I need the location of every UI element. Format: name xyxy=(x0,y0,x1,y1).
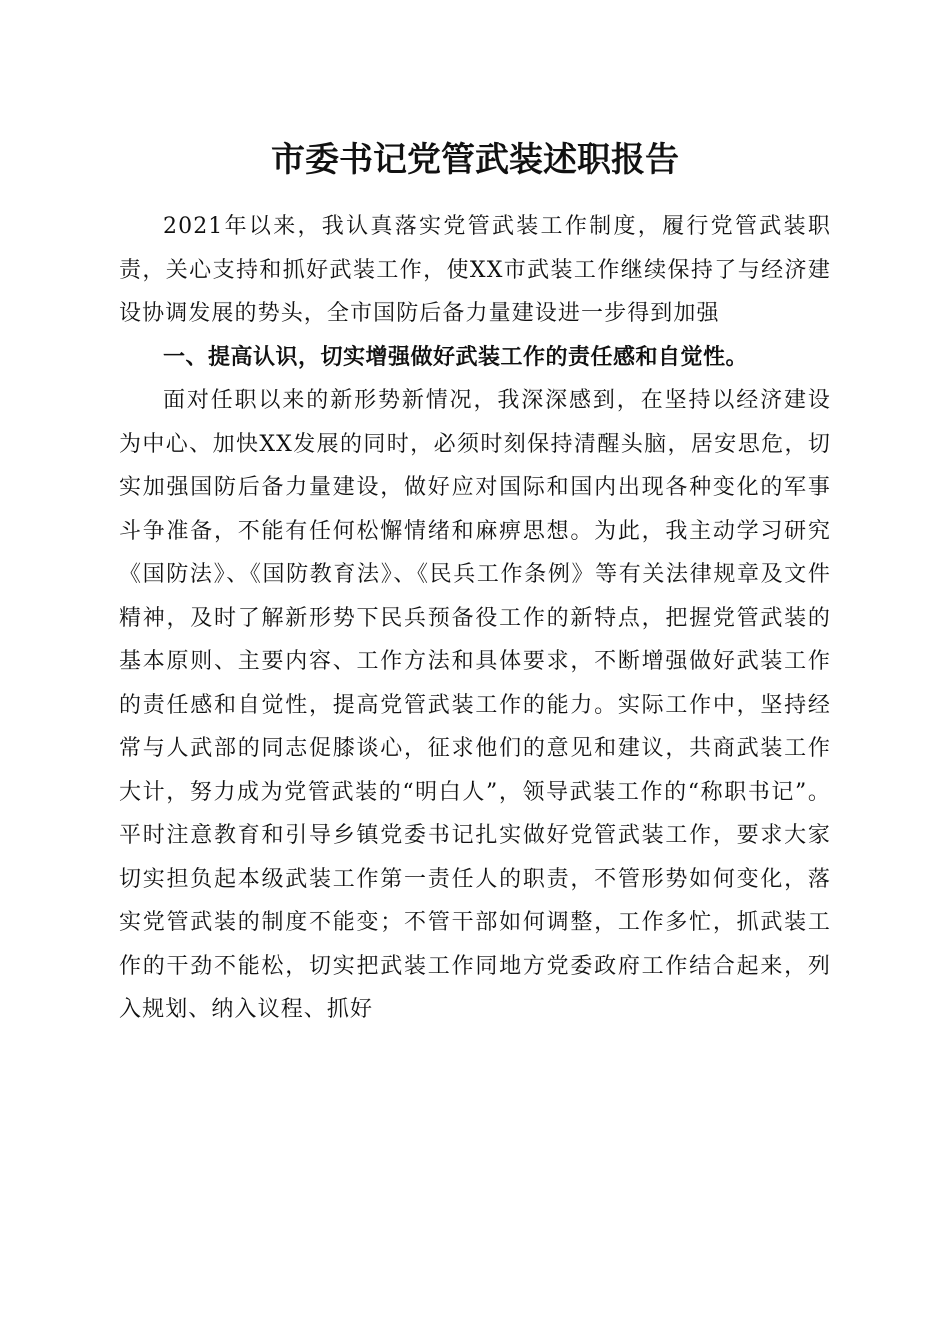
section-1-paragraph: 面对任职以来的新形势新情况，我深深感到，在坚持以经济建设为中心、加快XX发展的同时，必须时刻保持清醒头脑，居安思危，切实加强国防后备力量建设，做好应对国际和国内出现各种变化的军事斗争准备，不能有任何松懈情绪和麻痹思想。为此，我主动学习研究《国防法》、《国防教育法》、《民兵工作条例》等有关法律规章及文件精神，及时了解新形势下民兵预备役工作的新特点，把握党管武装的基本原则、主要内容、工作方法和具体要求，不断增强做好武装工作的责任感和自觉性，提高党管武装工作的能力。实际工作中，坚持经常与人武部的同志促膝谈心，征求他们的意见和建议，共商武装工作大计，努力成为党管武装的“明白人”，领导武装工作的“称职书记”。平时注意教育和引导乡镇党委书记扎实做好党管武装工作，要求大家切实担负起本级武装工作第一责任人的职责，不管形势如何变化，落实党管武装的制度不能变；不管干部如何调整，工作多忙，抓武装工作的干劲不能松，切实把武装工作同地方党委政府工作结合起来，列入规划、纳入议程、抓好 xyxy=(119,388,831,1022)
intro-paragraph: 2021年以来，我认真落实党管武装工作制度，履行党管武装职责，关心支持和抓好武装工作，使XX市武装工作继续保持了与经济建设协调发展的势头，全市国防后备力量建设进一步得到加强 xyxy=(119,214,831,326)
section-1-heading: 一、提高认识，切实增强做好武装工作的责任感和自觉性。 xyxy=(163,344,749,370)
document-title: 市委书记党管武装述职报告 xyxy=(271,140,679,180)
document-body xyxy=(119,205,831,1032)
